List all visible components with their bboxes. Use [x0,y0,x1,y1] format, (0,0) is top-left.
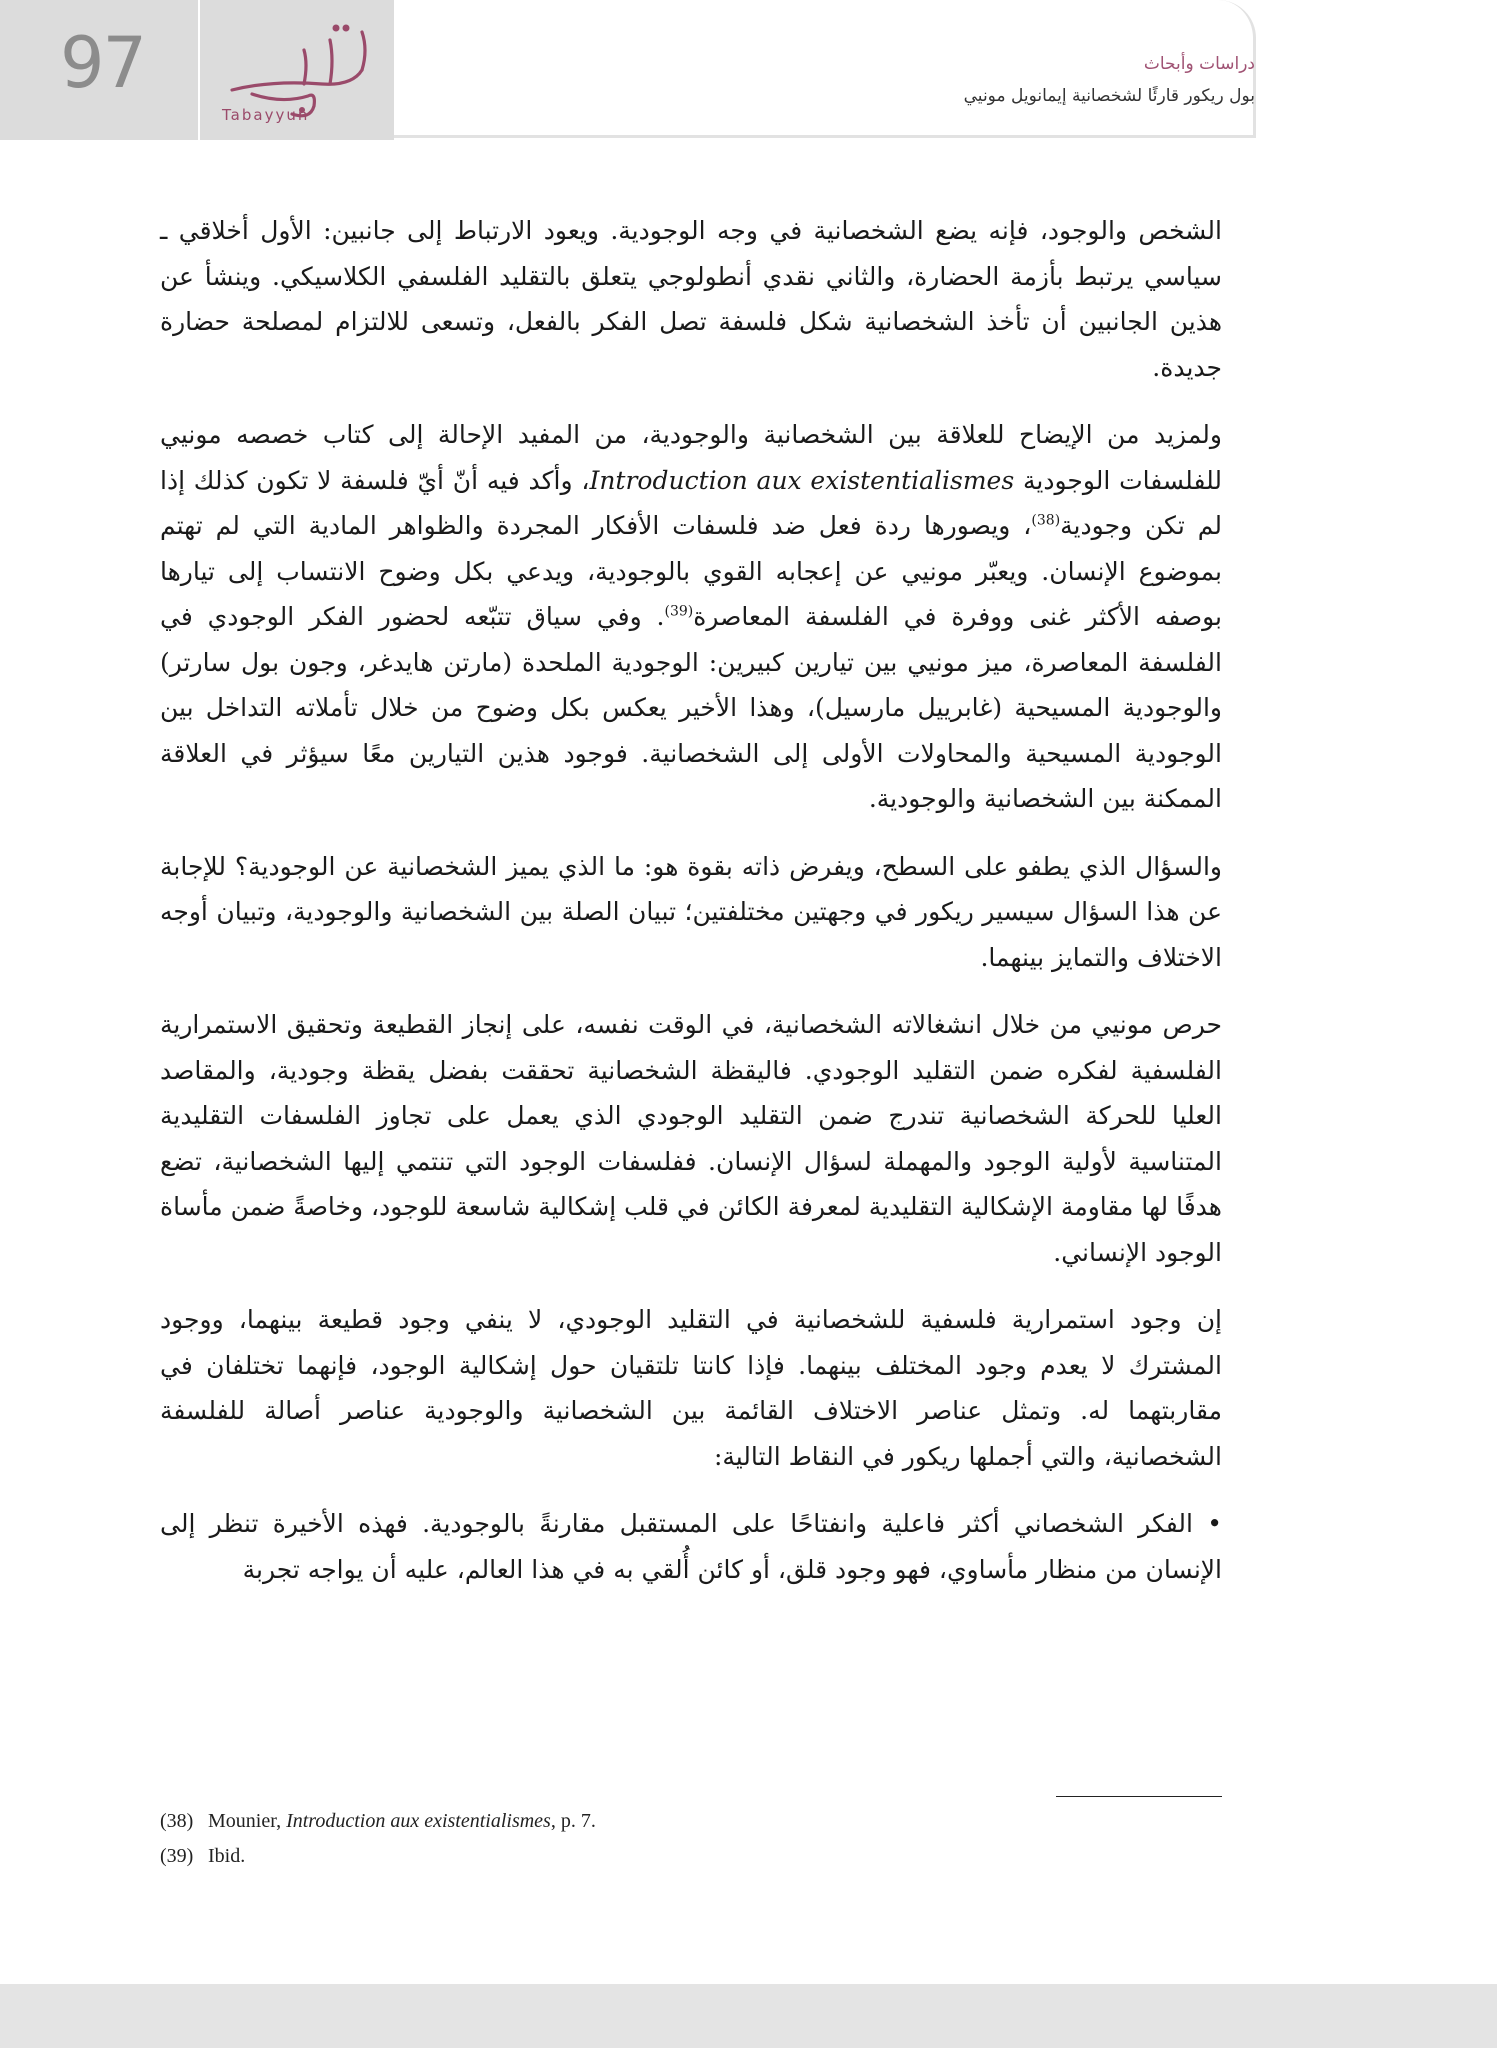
footnote-ref-38[interactable]: (38) [1031,512,1061,529]
page-number: 97 [60,22,146,104]
paragraph-5: إن وجود استمرارية فلسفية للشخصانية في التقليد الوجودي، لا ينفي وجود قطيعة بينهما، ووجود المشترك لا يعدم وجود المختلف بينهما. فإذا كانتا تلتقيان حول إشكالية الوجود، فإنهما تختلفان في مقاربتهما له. وتمثل عناصر الاختلاف القائمة بين الشخصانية والوجودية عناصر أصالة للفلسفة الشخصانية، والتي أجملها ريكور في النقاط التالية: [160,1305,1222,1471]
header-right-frame [394,0,1256,138]
footnote-author: Mounier, [208,1810,287,1832]
footnote-separator [1056,1796,1222,1797]
running-article-title: بول ريكور قارئًا لشخصانية إيمانويل مونيي [963,86,1255,106]
footnote-ref-39[interactable]: (39) [664,603,694,620]
section-label: دراسات وأبحاث [1143,54,1255,74]
logo-latin-text: Tabayyun [222,106,310,124]
footnotes [160,1810,1222,1880]
paragraph-3: والسؤال الذي يطفو على السطح، ويفرض ذاته بقوة هو: ما الذي يميز الشخصانية عن الوجودية؟ للإجابة عن هذا السؤال سيسير ريكور في وجهتين مختلفتين؛ تبيان الصلة بين الشخصانية والوجودية، وتبيان أوجه الاختلاف والتمايز بينهما. [160,851,1222,972]
header-divider [198,0,200,140]
paragraph-1: الشخص والوجود، فإنه يضع الشخصانية في وجه الوجودية. ويعود الارتباط إلى جانبين: الأول أخلاقي ـ سياسي يرتبط بأزمة الحضارة، والثاني نقدي أنطولوجي يتعلق بالتقليد الفلسفي الكلاسيكي. وينشأ عن هذين الجانبين أن تأخذ الشخصانية شكل فلسفة تصل الفكر بالفعل، وتسعى للالتزام لمصلحة حضارة جديدة. [160,216,1222,382]
paragraph-4: حرص مونيي من خلال انشغالاته الشخصانية، في الوقت نفسه، على إنجاز القطيعة وتحقيق الاستمرارية الفلسفية لفكره ضمن التقليد الوجودي. فاليقظة الشخصانية تحققت بفضل يقظة وجودية، والمقاصد العليا للحركة الشخصانية تندرج ضمن التقليد الوجودي الذي يعمل على تجاوز الفلسفات التقليدية المتناسية لأولية الوجود والمهملة لسؤال الإنسان. ففلسفات الوجود التي تنتمي إليها الشخصانية، تضع هدفًا لها مقاومة الإشكالية التقليدية لمعرفة الكائن في قلب إشكالية شاسعة للوجود، وخاصةً ضمن مأساة الوجود الإنساني. [160,1010,1222,1267]
paragraph-2 [160,412,1222,822]
paragraph-2-part-d: . وفي سياق تتبّعه لحضور الفكر الوجودي في الفلسفة المعاصرة، ميز مونيي بين تيارين كبيرين: الوجودية الملحدة (مارتن هايدغر، وجون بول سارتر) والوجودية المسيحية (غابرييل مارسيل)، وهذا الأخير يعكس بكل وضوح من خلال تأملاته التداخل بين الوجودية المسيحية والمحاولات الأولى إلى الشخصانية. فوجود هذين التيارين معًا سيؤثر في العلاقة الممكنة بين الشخصانية والوجودية. [160,602,1222,813]
footnote-number: (38) [160,1810,194,1832]
footnote-39 [160,1845,1222,1868]
footnote-page: , p. 7. [550,1810,596,1832]
paragraph-2-part-a: ولمزيد من الإيضاح للعلاقة بين الشخصانية والوجودية، من المفيد الإحالة إلى كتاب خصصه مونيي للفلسفات الوجودية [160,420,1222,495]
footnote-text: Ibid. [208,1845,246,1867]
paragraph-2-part-b: ، وأكد فيه أنّ أيّ فلسفة لا تكون كذلك إذا لم تكن وجودية [160,465,1222,540]
footnote-book-title: Introduction aux existentialismes [286,1810,551,1832]
paragraph-2-part-c: ، ويصورها ردة فعل ضد فلسفات الأفكار المجردة والظواهر المادية التي لم تهتم بموضوع الإنسان. ويعبّر مونيي عن إعجابه القوي بالوجودية، ويدعي بكل وضوح الانتساب إلى تيارها بوصفه الأكثر غنى ووفرة في الفلسفة المعاصرة [160,511,1222,631]
book-title-latin: Introduction aux existentialismes [589,465,1015,495]
footnote-38 [160,1810,1222,1833]
paragraph-6: • الفكر الشخصاني أكثر فاعلية وانفتاحًا على المستقبل مقارنةً بالوجودية. فهذه الأخيرة تنظر إلى الإنسان من منظار مأساوي، فهو وجود قلق، أو كائن أُلقي به في هذا العالم، عليه أن يواجه تجربة [160,1509,1222,1584]
footer-band [0,1984,1497,2048]
footnote-number: (39) [160,1845,194,1867]
body-text [160,208,1222,1614]
